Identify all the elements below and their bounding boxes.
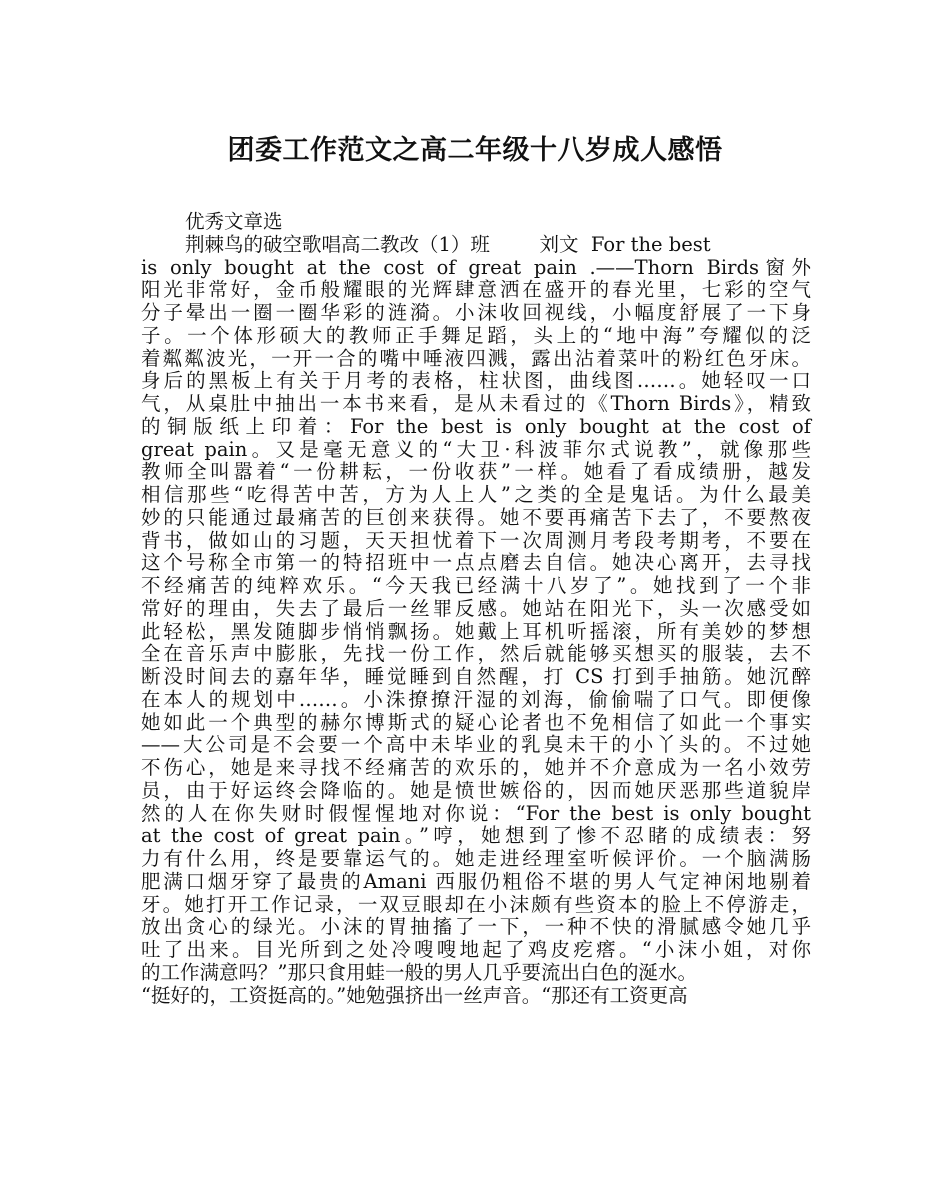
text-line: 员，由于好运终会降临的。她是愤世嫉俗的，因而她厌恶那些道貌岸 <box>141 778 811 802</box>
text-line: 荆棘鸟的破空歌唱高二教改（1）班 刘文 For the best <box>185 232 711 256</box>
text-line: 力有什么用，终是要靠运气的。她走进经理室听候评价。一个脑满肠 <box>141 847 811 870</box>
text-line: 的铜版纸上印着：For the best is only bought at the cost of <box>141 414 811 438</box>
text-line: “挺好的，工资挺高的。”她勉强挤出一丝声音。“那还有工资更高 <box>141 983 688 1007</box>
text-line: 子。一个体形硕大的教师正手舞足蹈，头上的“地中海”夸耀似的泛 <box>141 323 811 347</box>
text-line: 吐了出来。目光所到之处冷嗖嗖地起了鸡皮疙瘩。“小沫小姐，对你 <box>141 938 811 961</box>
text-line: is only bought at the cost of great pain .——Thorn Birds窗外 <box>141 255 811 279</box>
text-line: 分子晕出一圈一圈华彩的涟漪。小沫收回视线，小幅度舒展了一下身 <box>141 301 811 324</box>
text-line: 气，从桌肚中抽出一本书来看，是从未看过的《Thorn Birds》，精致 <box>141 392 811 415</box>
text-line: 背书，做如山的习题，天天担忧着下一次周测月考段考期考，不要在 <box>141 528 811 552</box>
text-line: 牙。她打开工作记录，一双豆眼却在小沫颇有些资本的脸上不停游走， <box>141 892 811 916</box>
document-title: 团委工作范文之高二年级十八岁成人感悟 <box>227 135 723 166</box>
text-line: 教师全叫嚣着“一份耕耘，一份收获”一样。她看了看成绩册，越发 <box>141 460 811 484</box>
text-line: 相信那些“吃得苦中苦，方为人上人”之类的全是鬼话。为什么最美 <box>141 483 811 506</box>
text-line: 在本人的规划中……。小洙撩撩汗湿的刘海，偷偷喘了口气。即便像 <box>141 687 811 711</box>
text-line: 放出贪心的绿光。小沫的胃抽搐了一下，一种不快的滑腻感令她几乎 <box>141 915 811 939</box>
text-line: ——大公司是不会要一个高中未毕业的乳臭未干的小丫头的。不过她 <box>141 733 811 757</box>
text-line: 着粼粼波光，一开一合的嘴中唾液四溅，露出沾着菜叶的粉红色牙床。 <box>141 346 811 370</box>
text-line: 这个号称全市第一的特招班中一点点磨去自信。她决心离开，去寻找 <box>141 551 811 575</box>
text-line: 不伤心，她是来寻找不经痛苦的欢乐的，她并不介意成为一名小效劳 <box>141 756 811 779</box>
document-body <box>141 211 811 1007</box>
text-line: 此轻松，黑发随脚步悄悄飘扬。她戴上耳机听摇滚，所有美妙的梦想 <box>141 619 811 643</box>
text-line: 不经痛苦的纯粹欢乐。“今天我已经满十八岁了”。她找到了一个非 <box>141 574 811 597</box>
text-line: 的工作满意吗？”那只食用蛙一般的男人几乎要流出白色的涎水。 <box>141 960 697 984</box>
text-line: 身后的黑板上有关于月考的表格，柱状图，曲线图……。她轻叹一口 <box>141 369 811 393</box>
text-line: 然的人在你失财时假惺惺地对你说：“For the best is only bought <box>141 801 811 825</box>
text-line: 肥满口烟牙穿了最贵的Amani 西服仍粗俗不堪的男人气定神闲地剔着 <box>141 869 811 893</box>
text-line: 全在音乐声中膨胀，先找一份工作，然后就能够买想买的服装，去不 <box>141 642 811 666</box>
text-line: 妙的只能通过最痛苦的巨创来获得。她不要再痛苦下去了，不要熬夜 <box>141 505 811 529</box>
text-line: at the cost of great pain。”哼，她想到了惨不忍睹的成绩表：努 <box>141 824 811 848</box>
text-line: 优秀文章选 <box>185 210 283 233</box>
text-line: 常好的理由，失去了最后一丝罪反感。她站在阳光下，头一次感受如 <box>141 596 811 620</box>
text-line: 阳光非常好，金币般耀眼的光辉肆意洒在盛开的春光里，七彩的空气 <box>141 278 811 302</box>
text-line: 她如此一个典型的赫尔博斯式的疑心论者也不免相信了如此一个事实 <box>141 710 811 734</box>
text-line: great pain。又是毫无意义的“大卫·科波菲尔式说教”，就像那些 <box>141 437 811 461</box>
text-line: 断没时间去的嘉年华，睡觉睡到自然醒，打 CS 打到手抽筋。她沉醉 <box>141 665 811 688</box>
